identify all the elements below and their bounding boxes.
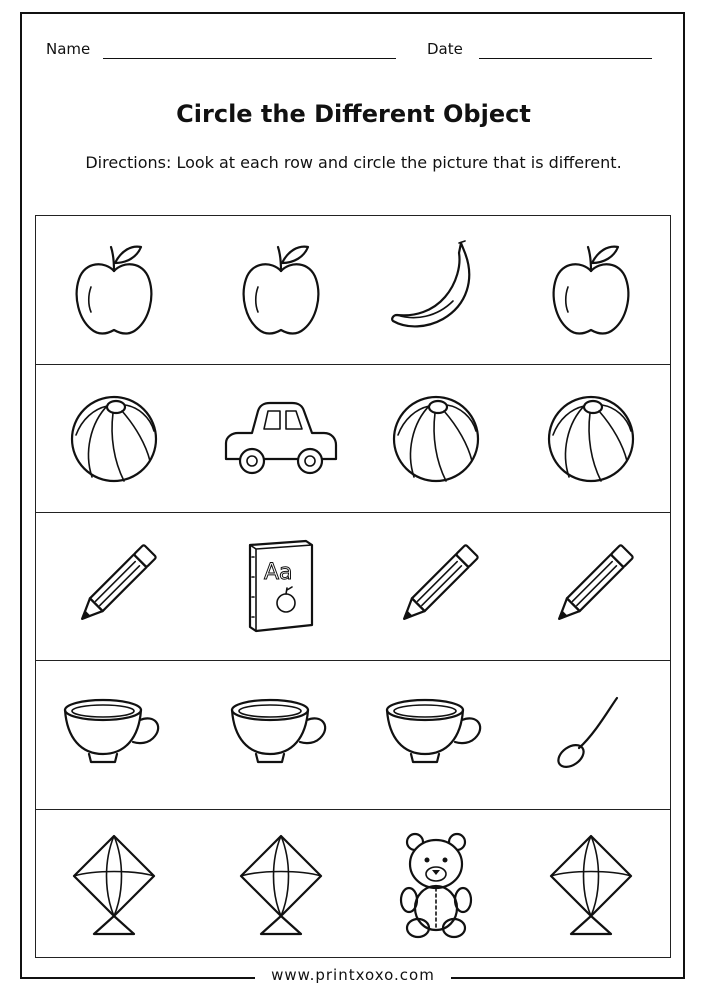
- row-2: [36, 365, 670, 513]
- kite-icon[interactable]: [39, 810, 189, 959]
- row-3: [36, 513, 670, 661]
- teacup-icon[interactable]: [206, 661, 356, 809]
- page-title: Circle the Different Object: [176, 100, 531, 128]
- picture-grid: [35, 215, 671, 958]
- beach-ball-icon[interactable]: [516, 365, 666, 512]
- directions-text: Directions: Look at each row and circle the picture that is different.: [85, 153, 622, 172]
- pencil-icon[interactable]: [361, 513, 511, 660]
- date-label: Date: [427, 40, 463, 58]
- date-line[interactable]: [479, 58, 652, 59]
- kite-icon[interactable]: [206, 810, 356, 959]
- beach-ball-icon[interactable]: [39, 365, 189, 512]
- footer-url: www.printxoxo.com: [255, 966, 451, 984]
- apple-icon[interactable]: [516, 216, 666, 364]
- row-4: [36, 661, 670, 810]
- abc-book-icon[interactable]: [206, 513, 356, 660]
- apple-icon[interactable]: [206, 216, 356, 364]
- row-1: [36, 216, 670, 365]
- pencil-icon[interactable]: [39, 513, 189, 660]
- banana-icon[interactable]: [361, 216, 511, 364]
- teacup-icon[interactable]: [361, 661, 511, 809]
- pencil-icon[interactable]: [516, 513, 666, 660]
- teacup-icon[interactable]: [39, 661, 189, 809]
- name-label: Name: [46, 40, 91, 58]
- svg-text:Aa: Aa: [264, 559, 293, 585]
- car-icon[interactable]: [206, 365, 356, 512]
- row-5: [36, 810, 670, 959]
- kite-icon[interactable]: [516, 810, 666, 959]
- apple-icon[interactable]: [39, 216, 189, 364]
- name-line[interactable]: [103, 58, 396, 59]
- teddy-bear-icon[interactable]: [361, 810, 511, 959]
- beach-ball-icon[interactable]: [361, 365, 511, 512]
- spoon-icon[interactable]: [516, 661, 666, 809]
